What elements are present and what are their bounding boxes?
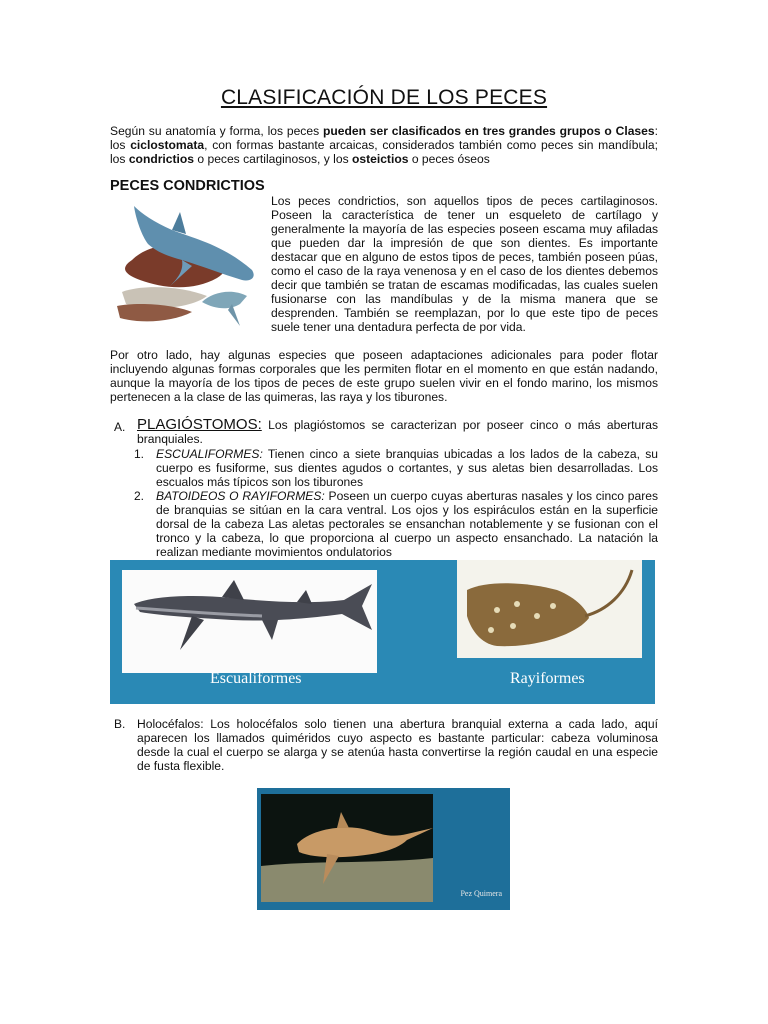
chimera-caption: Pez Quimera	[460, 889, 502, 898]
rayiformes-caption: Rayiformes	[510, 670, 585, 687]
section-b-paragraph: Holocéfalos: Los holocéfalos solo tienen una abertura branquial externa a cada lado, aquí aparecen los llamados quiméridos cuyo aspecto es bastante particular: cabeza voluminosa desde la cual el cuerpo se alarga y se atenúa hasta convertirse la región caudal en una especie de fusta flexible.	[137, 717, 658, 773]
ray-image	[457, 560, 642, 658]
condrictios-paragraph-2: Por otro lado, hay algunas especies que poseen adaptaciones adicionales para poder flotar incluyendo algunas formas corporales que les permiten flotar en el momento en que están nadando, aunque la mayoría de los tipos de peces de este grupo suelen vivir en el fondo marino, los mismos pertenecen a la clase de las quimeras, las raya y los tiburones.	[110, 348, 658, 404]
page-title: CLASIFICACIÓN DE LOS PECES	[220, 86, 548, 109]
section-a-label: A.	[114, 420, 126, 434]
escualiformes-caption: Escualiformes	[210, 670, 302, 687]
condrictios-paragraph: Los peces condrictios, son aquellos tipos de peces cartilaginosos. Poseen la característica de tener un esqueleto de cartílago y generalmente la mayoría de las especies poseen escama muy afiladas que pueden dar la impresión de que son dientes. Es importante destacar que en alguno de estos tipos de peces, también poseen púas, como el caso de la raya venenosa y en el caso de los dientes debemos decir que también se tratan de escamas modificadas, las cuales suelen fusionarse con las mandíbulas y de la misma manera que se desprenden. También se reemplazan, por lo que este tipo de peces suele tener una dentadura perfecta de por vida.	[271, 194, 658, 334]
section-a-heading: PLAGIÓSTOMOS:	[137, 416, 262, 433]
condrictios-photo	[112, 200, 262, 340]
list-item-rayiformes: BATOIDEOS O RAYIFORMES: Poseen un cuerpo cuyas aberturas nasales y los cinco pares de branquias se sitúan en la cara ventral. Los ojos y los espiráculos están en la superficie dorsal de la cabeza Las aletas pectorales se ensanchan notablemente y se fusionan con el tronco y la cabeza, lo que proporciona al cuerpo un aspecto ensanchado. La natación la realizan mediante movimientos ondulatorios	[156, 489, 658, 559]
list-item-number: 2.	[134, 489, 145, 503]
sharks-rays-figure	[110, 560, 655, 704]
section-a-intro: PLAGIÓSTOMOS: Los plagióstomos se caracterizan por poseer cinco o más aberturas branquiales.	[137, 416, 658, 446]
chimera-figure	[257, 788, 510, 910]
section-b-label: B.	[114, 717, 126, 731]
shark-image	[122, 570, 377, 673]
condrictios-heading: PECES CONDRICTIOS	[110, 178, 265, 194]
list-item-number: 1.	[134, 447, 145, 461]
list-item-escualiformes: ESCUALIFORMES: Tienen cinco a siete branquias ubicadas a los lados de la cabeza, su cuerpo es fusiforme, sus dientes agudos o cortantes, y sus aletas bien desarrolladas. Los escualos más típicos son los tiburones	[156, 447, 658, 489]
intro-paragraph: Según su anatomía y forma, los peces pueden ser clasificados en tres grandes grupos o Clases: los ciclostomata, con formas bastante arcaicas, considerados también como peces sin mandíbula; los condrictios o peces cartilaginosos, y los osteictios o peces óseos	[110, 124, 659, 166]
